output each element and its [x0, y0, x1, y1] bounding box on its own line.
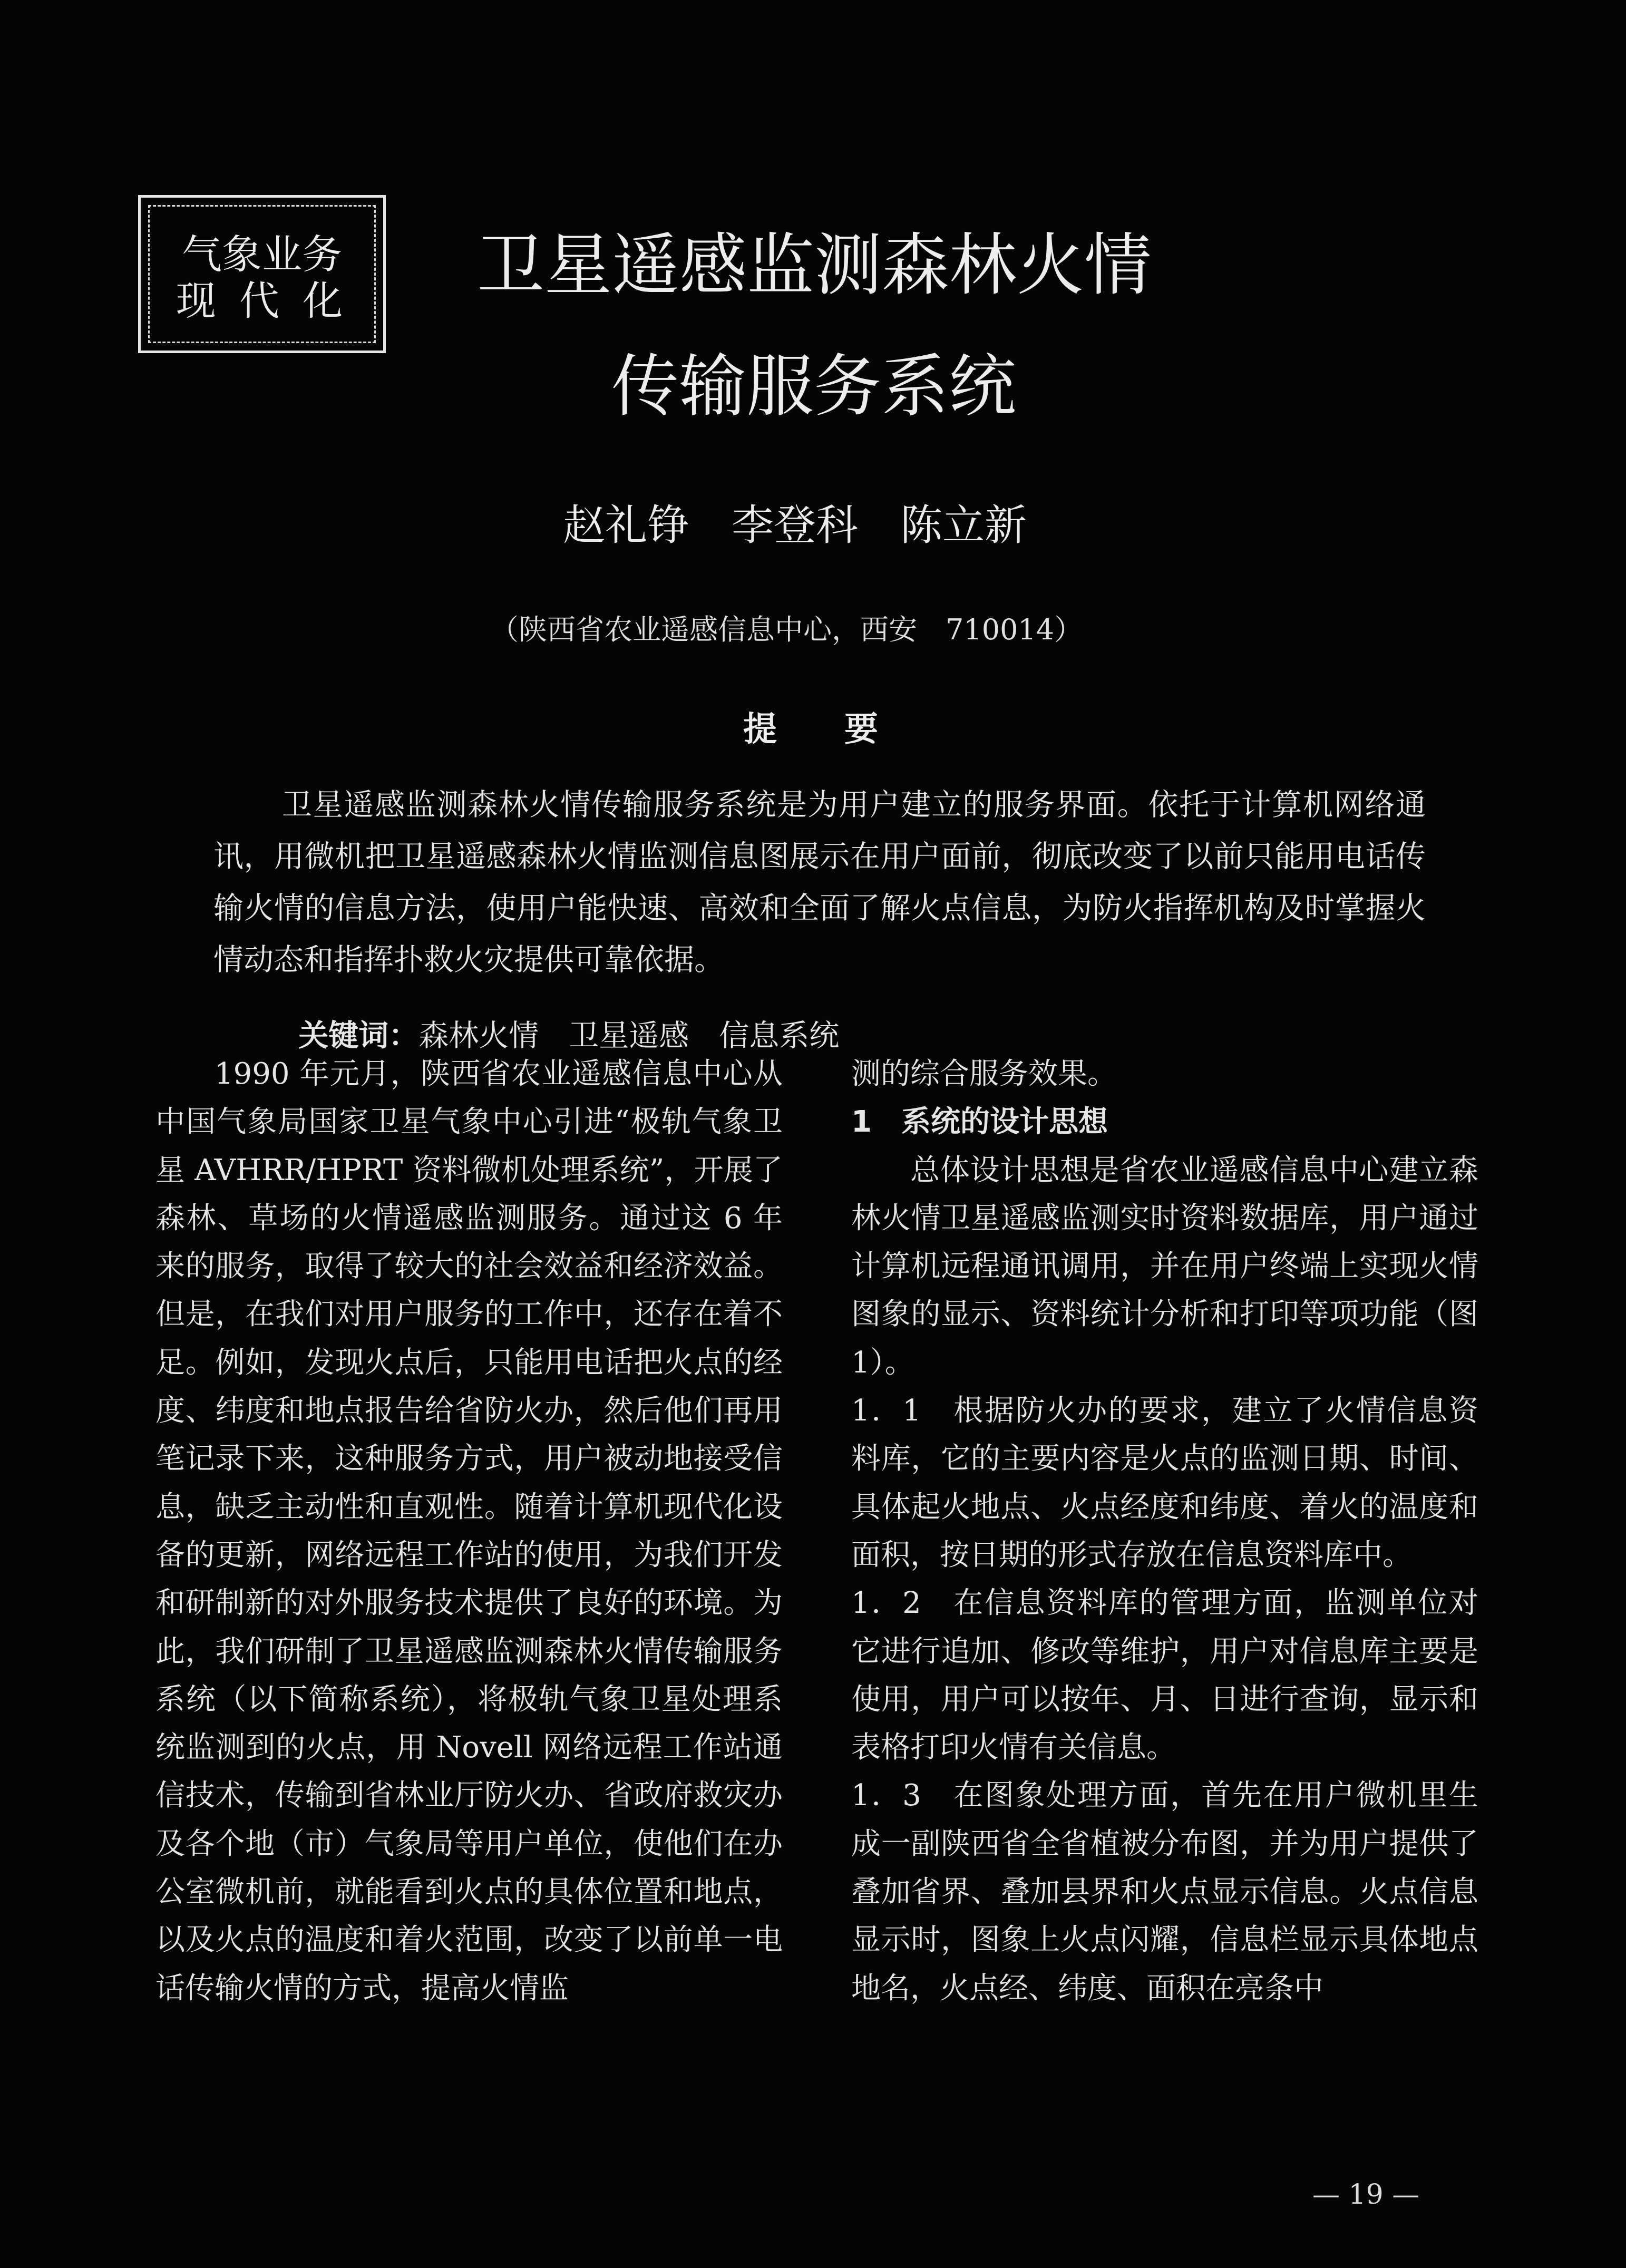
badge-line-2: 现 代 化 — [176, 277, 348, 324]
right-column — [851, 1050, 1478, 2012]
section-1-heading: 1 系统的设计思想 — [851, 1105, 1108, 1140]
abstract-heading: 提 要 — [743, 710, 878, 749]
badge-line-1: 气象业务 — [182, 231, 342, 278]
item-1-1: 1．1 根据防火办的要求，建立了火情信息资料库，它的主要内容是火点的监测日期、时间、具体起火地点、火点经度和纬度、着火的温度和面积，按日期的形式存放在信息资料库中。 — [851, 1394, 1478, 1572]
title-line-1: 卫星遥感监测森林火情 — [477, 226, 1152, 305]
item-1-2: 1．2 在信息资料库的管理方面，监测单位对它进行追加、修改等维护，用户对信息库主要是使用，用户可以按年、月、日进行查询，显示和表格打印火情有关信息。 — [851, 1586, 1478, 1765]
keywords-terms: 森林火情 卫星遥感 信息系统 — [418, 1018, 840, 1053]
keywords-label: 关键词： — [298, 1018, 419, 1053]
left-column-text: 1990 年元月，陕西省农业遥感信息中心从中国气象局国家卫星气象中心引进“极轨气象卫星 AVHRR/HPRT 资料微机处理系统”，开展了森林、草场的火情遥感监测服务。通过这 6 年来的服务，取得了较大的社会效益和经济效益。但是，在我们对用户服务的工作中，还存在着不足。例如，发现火点后，只能用电话把火点的经度、纬度和地点报告给省防火办，然后他们再用笔记录下来，这种服务方式，用户被动地接受信息，缺乏主动性和直观性。随着计算机现代化设备的更新，网络远程工作站的使用，为我们开发和研制新的对外服务技术提供了良好的环境。为此，我们研制了卫星遥感监测森林火情传输服务系统（以下简称系统），将极轨气象卫星处理系统监测到的火点，用 Novell 网络远程工作站通信技术，传输到省林业厅防火办、省政府救灾办及各个地（市）气象局等用户单位，使他们在办公室微机前，就能看到火点的具体位置和地点，以及火点的温度和着火范围，改变了以前单一电话传输火情的方式，提高火情监 — [155, 1057, 783, 2006]
affiliation: （陕西省农业遥感信息中心，西安 710014） — [490, 613, 1083, 646]
abstract-body: 卫星遥感监测森林火情传输服务系统是为用户建立的服务界面。依托于计算机网络通讯，用微机把卫星遥感森林火情监测信息图展示在用户面前，彻底改变了以前只能用电话传输火情的信息方法，使用户能快速、高效和全面了解火点信息，为防火指挥机构及时掌握火情动态和指挥扑救火灾提供可靠依据。 — [213, 787, 1426, 977]
authors: 赵礼铮 李登科 陈立新 — [563, 501, 1027, 550]
title-line-2: 传输服务系统 — [611, 347, 1017, 426]
keywords — [279, 991, 839, 1051]
column-badge — [138, 195, 386, 353]
item-1-3: 1．3 在图象处理方面，首先在用户微机里生成一副陕西省全省植被分布图，并为用户提供了叠加省界、叠加县界和火点显示信息。火点信息显示时，图象上火点闪耀，信息栏显示具体地点地名，火点经、纬度、面积在亮条中 — [851, 1778, 1478, 2006]
left-column — [155, 1050, 783, 2012]
continuation-text: 测的综合服务效果。 — [851, 1057, 1117, 1091]
section-1-body: 总体设计思想是省农业遥感信息中心建立森林火情卫星遥感监测实时资料数据库，用户通过计算机远程通讯调用，并在用户终端上实现火情图象的显示、资料统计分析和打印等项功能（图 1）。 — [851, 1153, 1478, 1380]
page-number: — 19 — — [1312, 2179, 1420, 2211]
